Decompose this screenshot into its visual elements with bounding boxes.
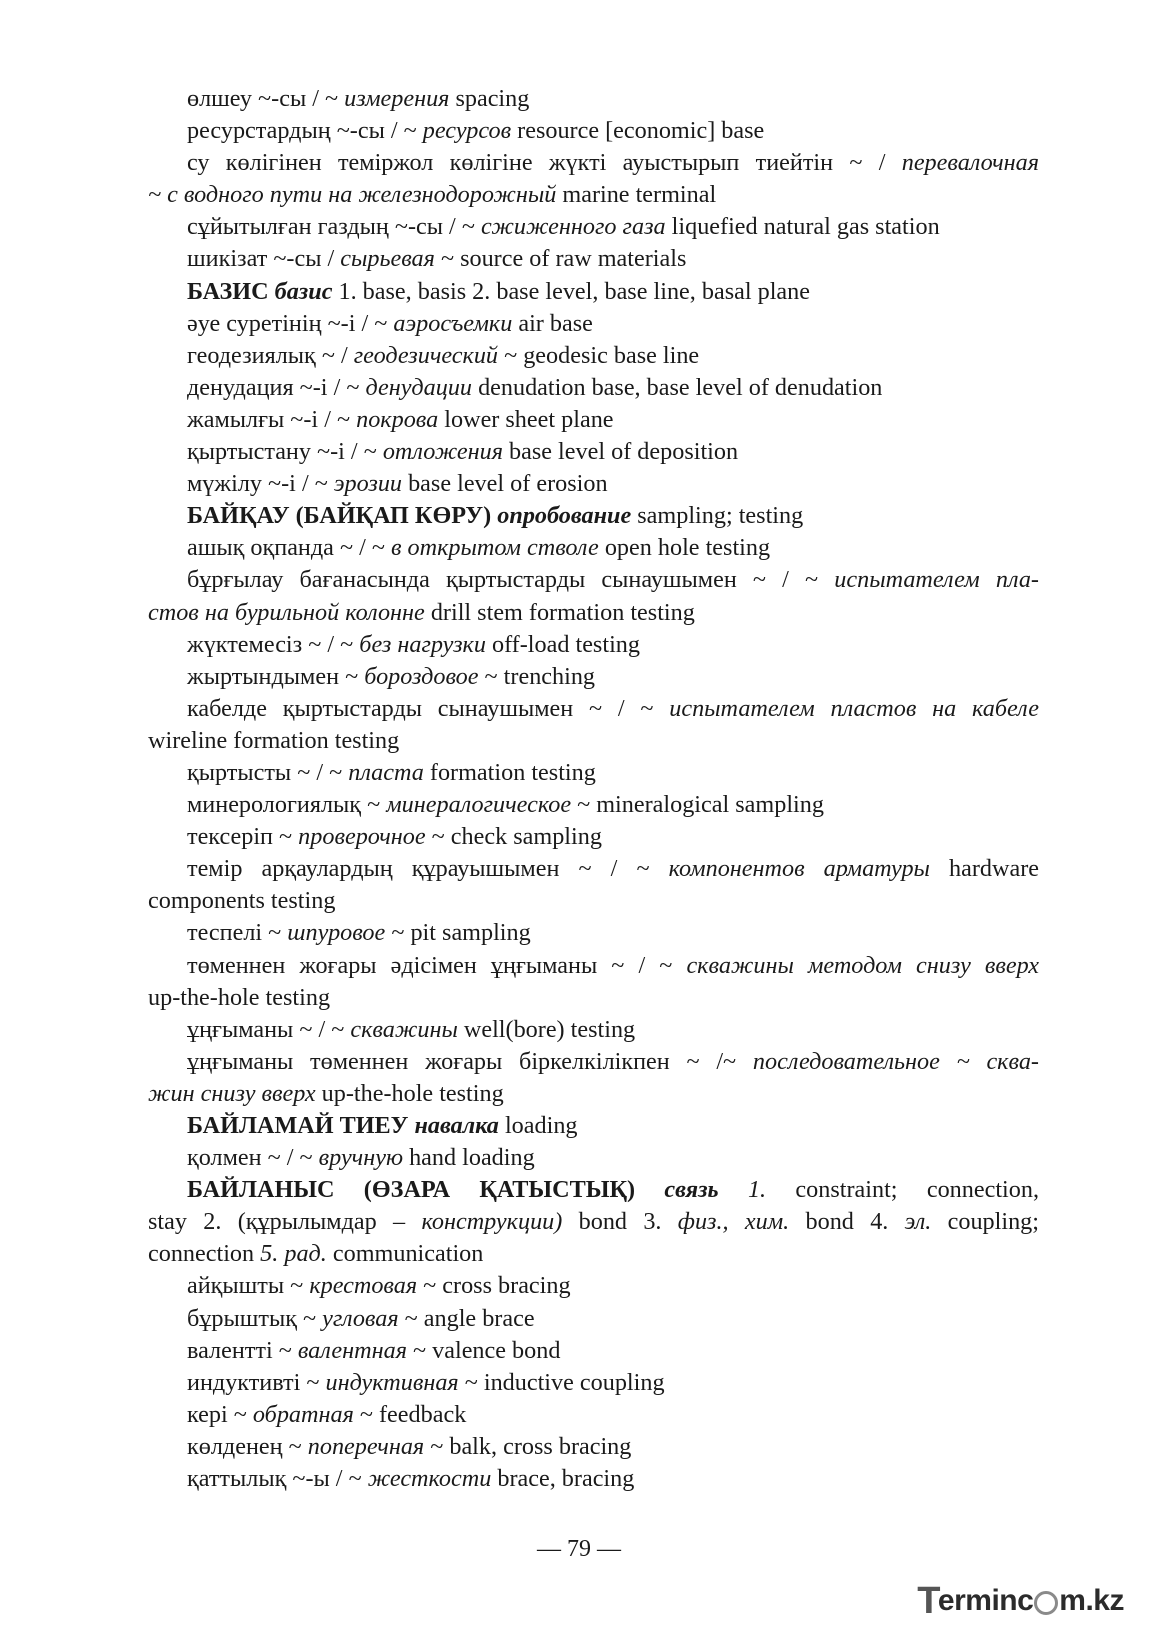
entry-text: валентті ~ (187, 1336, 298, 1364)
entry-text: bond 3. (562, 1208, 678, 1236)
russian-term: скважины методом снизу вверх (686, 951, 1039, 979)
russian-term: проверочное (298, 823, 426, 851)
headword-russian: опробование (497, 502, 632, 530)
entry-text: ашық оқпанда ~ / ~ (187, 534, 391, 562)
entry-line (148, 982, 1039, 1014)
entry-text: кері ~ (187, 1400, 253, 1428)
entry-text: геодезиялық ~ / (187, 341, 354, 369)
entry-text: communication (326, 1240, 484, 1268)
entry-text: әуе суретінің ~-і / ~ (187, 309, 394, 337)
entry-text: stay 2. (құрылымдар – (148, 1208, 422, 1236)
entry-text: ~ pit sampling (385, 919, 531, 947)
entry-line (148, 404, 1039, 436)
russian-term: валентная (297, 1336, 407, 1364)
entry-text: base level of erosion (402, 470, 608, 498)
entry-text: тексеріп ~ (187, 823, 299, 851)
entry-line (148, 917, 1039, 949)
russian-term: поперечная (307, 1432, 425, 1460)
entry-line (148, 1046, 1039, 1078)
entry-line (148, 276, 1039, 308)
entry-text: drill stem formation testing (424, 598, 695, 626)
russian-term: покрова (356, 405, 439, 433)
russian-term: индуктивная (325, 1368, 459, 1396)
entry-text: up-the-hole testing (315, 1079, 504, 1107)
russian-term: денудации (365, 373, 473, 401)
entry-line (148, 757, 1039, 789)
entry-text: темір арқаулардың құрауышымен ~ / ~ (187, 855, 669, 883)
entry-line (148, 468, 1039, 500)
entry-text: кабелде қыртыстарды сынаушымен ~ / ~ (187, 694, 670, 722)
russian-term: 1. (747, 1176, 767, 1204)
page-number: — 79 — (537, 1536, 621, 1562)
russian-term: испытателем пла- (834, 566, 1039, 594)
entry-line (148, 725, 1039, 757)
russian-term: геодезический (353, 341, 499, 369)
russian-term: ~ с водного пути на железнодорожный (148, 181, 557, 209)
headword-russian: базис (274, 277, 333, 305)
russian-term: сжиженного газа (480, 213, 666, 241)
entry-text: индуктивті ~ (187, 1368, 326, 1396)
entry-text: well(bore) testing (457, 1015, 636, 1043)
entry-text: ~ trenching (478, 662, 596, 690)
entry-line (148, 500, 1039, 532)
entry-text: су көлігінен теміржол көлігіне жүкті ауыстырып тиейтін ~ / (187, 149, 902, 177)
entry-text: сұйытылған газдың ~-сы / ~ (187, 213, 481, 241)
entry-text: қыртысты ~ / ~ (187, 758, 349, 786)
entry-text: жүктемесіз ~ / ~ (187, 630, 360, 658)
entry-text: up-the-hole testing (148, 983, 331, 1011)
watermark-text-2: m.kz (1059, 1584, 1124, 1617)
entry-line (148, 1110, 1039, 1142)
russian-term: аэросъемки (393, 309, 513, 337)
magnifier-icon (1034, 1591, 1058, 1615)
russian-term: эл. (904, 1208, 932, 1236)
entry-text: ~ geodesic base line (498, 341, 700, 369)
russian-term: эрозии (333, 470, 403, 498)
entry-line (148, 147, 1039, 179)
russian-term: сырьевая (340, 245, 435, 273)
entry-line (148, 853, 1039, 885)
russian-term: отложения (382, 438, 503, 466)
entry-line (148, 179, 1039, 211)
entry-text: төменнен жоғары әдісімен ұңғыманы ~ / ~ (187, 951, 687, 979)
entry-line (148, 1270, 1039, 1302)
entry-line (148, 1431, 1039, 1463)
entry-line (148, 693, 1039, 725)
russian-term: крестовая (309, 1272, 418, 1300)
entry-line (148, 1463, 1039, 1495)
entry-text: айқышты ~ (187, 1272, 310, 1300)
entry-line (148, 821, 1039, 853)
entry-text: components testing (148, 887, 336, 915)
russian-term: физ., хим. (677, 1208, 790, 1236)
entry-text: шикізат ~-сы / (187, 245, 341, 273)
entry-line (148, 885, 1039, 917)
entry-line (148, 629, 1039, 661)
russian-term: жесткости (367, 1465, 492, 1493)
entry-text: liquefied natural gas station (665, 213, 940, 241)
entry-text: connection (148, 1240, 261, 1268)
entry-text: sampling; testing (631, 502, 804, 530)
entry-line (148, 950, 1039, 982)
headword: БАЙҚАУ (БАЙҚАП КӨРУ) (187, 502, 498, 530)
entry-text: hardware (929, 855, 1039, 883)
entry-text: теспелі ~ (187, 919, 288, 947)
entry-text: constraint; connection, (766, 1176, 1039, 1204)
entry-text: ~ balk, cross bracing (424, 1432, 632, 1460)
entry-text: денудация ~-і / ~ (187, 373, 366, 401)
russian-term: в открытом стволе (391, 534, 599, 562)
entry-text: bond 4. (789, 1208, 905, 1236)
entry-text: base level of deposition (502, 438, 739, 466)
russian-term: измерения (344, 85, 450, 112)
russian-term: обратная (252, 1400, 354, 1428)
headword: БАЗИС (187, 277, 275, 305)
entry-text: hand loading (403, 1144, 535, 1172)
russian-term: перевалочная (901, 149, 1039, 177)
entry-text: ұңғыманы ~ / ~ (187, 1015, 351, 1043)
russian-term: без нагрузки (359, 630, 486, 658)
entry-text: өлшеу ~-сы / ~ (187, 85, 345, 112)
entry-text: ~ source of raw materials (434, 245, 687, 273)
entry-text: air base (512, 309, 593, 337)
russian-term: бороздовое (364, 662, 479, 690)
russian-term: скважины (350, 1015, 458, 1043)
entry-text: қолмен ~ / ~ (187, 1144, 319, 1172)
entry-line (148, 1206, 1039, 1238)
entry-text: ~ inductive coupling (458, 1368, 665, 1396)
entry-text: ~ feedback (353, 1400, 467, 1428)
watermark-t-letter: T (917, 1579, 940, 1622)
entry-line (148, 1078, 1039, 1110)
entry-line (148, 564, 1039, 596)
entry-text: көлденең ~ (187, 1432, 308, 1460)
entry-text: formation testing (423, 758, 596, 786)
entry-line (148, 1142, 1039, 1174)
entry-text: қыртыстану ~-і / ~ (187, 438, 383, 466)
entry-text: ~ cross bracing (417, 1272, 571, 1300)
entry-text: ұңғыманы төменнен жоғары біркелкілікпен ~ /~ (187, 1047, 753, 1075)
entry-text: coupling; (931, 1208, 1039, 1236)
entry-text: marine terminal (556, 181, 717, 209)
entry-line (148, 661, 1039, 693)
headword-russian: навалка (414, 1112, 499, 1139)
entry-line (148, 1238, 1039, 1270)
russian-term: стов на бурильной колонне (148, 598, 425, 626)
entry-text: мүжілу ~-і / ~ (187, 470, 334, 498)
entry-line (148, 1367, 1039, 1399)
russian-term: минералогическое (386, 791, 572, 819)
headword: БАЙЛАМАЙ ТИЕУ (187, 1112, 415, 1139)
entry-line (148, 1014, 1039, 1046)
entry-text: жамылғы ~-і / ~ (187, 405, 357, 433)
entry-text: loading (498, 1112, 578, 1139)
headword-russian: связь (664, 1176, 719, 1204)
entry-line (148, 211, 1039, 243)
entry-text: brace, bracing (491, 1465, 635, 1493)
entry-text: ~ valence bond (406, 1336, 561, 1364)
entry-text: off-load testing (485, 630, 640, 658)
entry-line (148, 1303, 1039, 1335)
russian-term: испытателем пластов на кабеле (669, 694, 1040, 722)
entry-line (148, 597, 1039, 629)
russian-term: угловая (322, 1304, 399, 1332)
entry-text: ~ mineralogical sampling (571, 791, 824, 819)
entry-line (148, 1335, 1039, 1367)
entry-text: бұрғылау бағанасында қыртыстарды сынаушымен ~ / ~ (187, 566, 835, 594)
watermark-text-1: erminc (937, 1584, 1034, 1617)
entry-line (148, 340, 1039, 372)
entry-line (148, 243, 1039, 275)
entry-text: denudation base, base level of denudation (472, 373, 883, 401)
russian-term: жин снизу вверх (148, 1079, 316, 1107)
entry-text: open hole testing (598, 534, 771, 562)
entry-line (148, 532, 1039, 564)
entry-text: жыртындымен ~ (187, 662, 365, 690)
entry-text: минерологиялық ~ (187, 791, 387, 819)
entry-text (719, 1176, 748, 1203)
termincom-watermark-logo (917, 1578, 1124, 1624)
russian-term: шпуровое (287, 919, 386, 947)
entry-text: ~ angle brace (398, 1304, 535, 1332)
russian-term: конструкции) (421, 1208, 563, 1236)
russian-term: пласта (348, 758, 424, 786)
dictionary-entries (148, 83, 1039, 1495)
entry-text: wireline formation testing (148, 726, 400, 754)
entry-line (148, 1399, 1039, 1431)
russian-term: вручную (318, 1144, 404, 1172)
entry-line (148, 436, 1039, 468)
entry-text: resource [economic] base (511, 117, 765, 145)
entry-line (148, 308, 1039, 340)
entry-line (148, 83, 1039, 115)
russian-term: 5. рад. (260, 1240, 327, 1268)
entry-line (148, 372, 1039, 404)
entry-text: қаттылық ~-ы / ~ (187, 1465, 368, 1493)
entry-text: ~ check sampling (425, 823, 602, 851)
entry-line (148, 789, 1039, 821)
russian-term: компонентов арматуры (668, 855, 930, 883)
entry-text: бұрыштық ~ (187, 1304, 323, 1332)
entry-line (148, 115, 1039, 147)
entry-text: spacing (449, 85, 530, 112)
entry-text: ресурстардың ~-сы / ~ (187, 117, 423, 145)
headword: БАЙЛАНЫС (ӨЗАРА ҚАТЫСТЫҚ) (187, 1176, 665, 1204)
entry-text: lower sheet plane (438, 405, 614, 433)
entry-line (148, 1174, 1039, 1206)
russian-term: ресурсов (422, 117, 512, 145)
russian-term: последовательное ~ сква- (752, 1047, 1039, 1075)
entry-text: 1. base, basis 2. base level, base line, basal plane (332, 277, 810, 305)
